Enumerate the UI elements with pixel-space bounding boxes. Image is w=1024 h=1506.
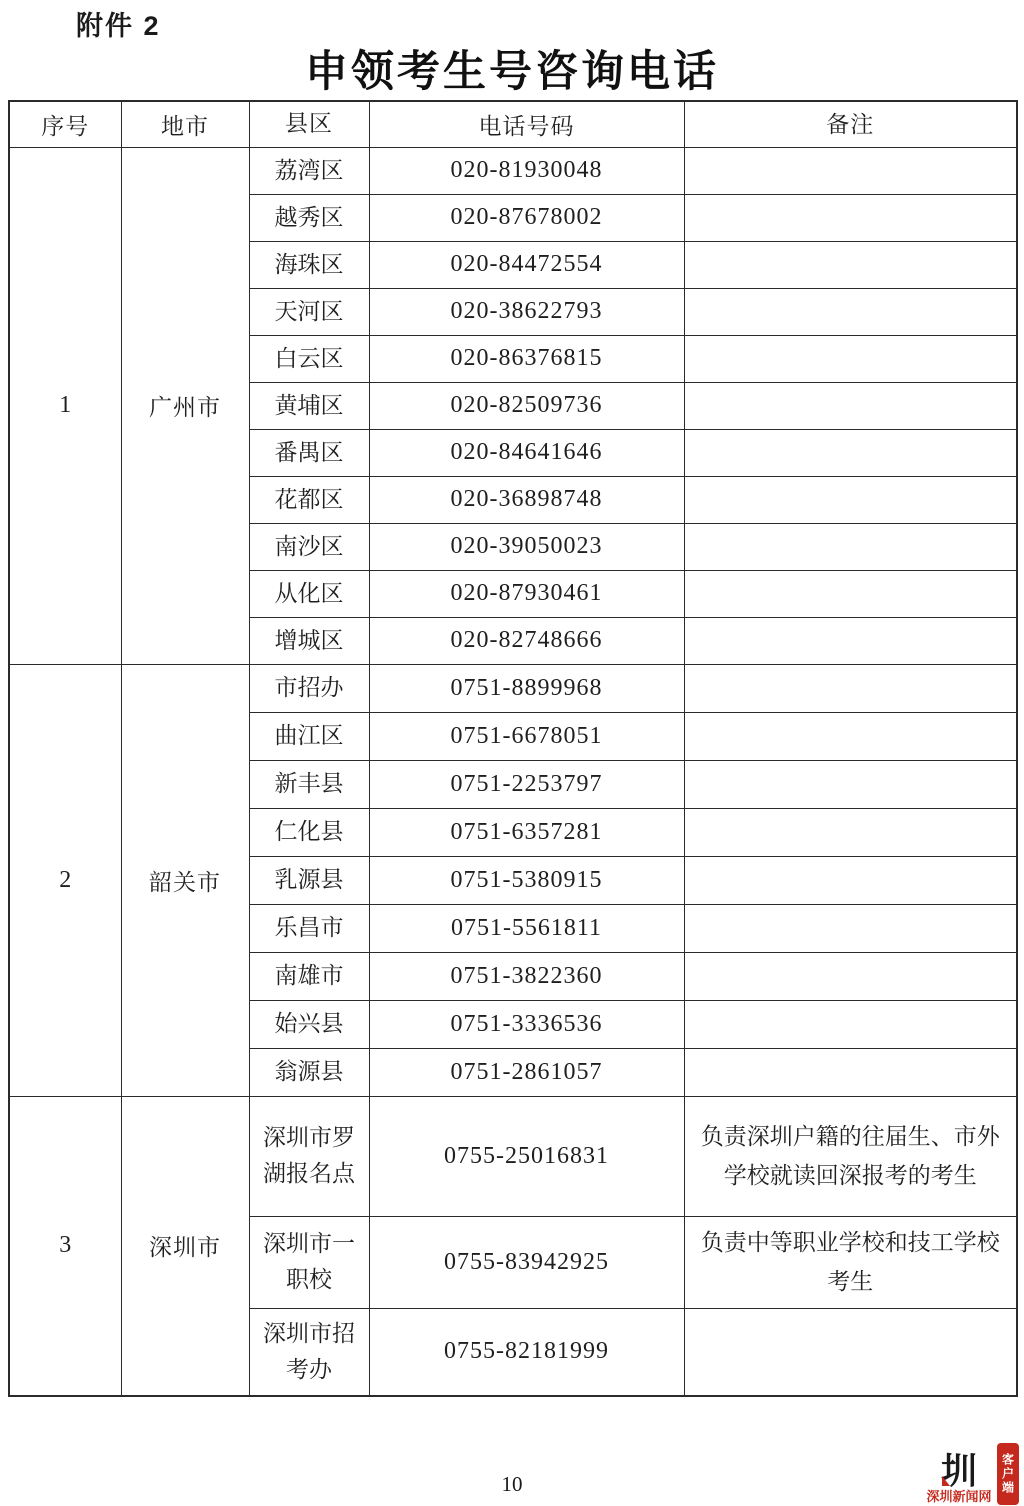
table-row xyxy=(9,664,1017,712)
phone-cell: 0751-2253797 xyxy=(369,760,684,808)
phone-cell: 0751-8899968 xyxy=(369,664,684,712)
remark-cell xyxy=(684,335,1017,382)
phone-cell: 020-36898748 xyxy=(369,476,684,523)
header-city: 地市 xyxy=(121,101,249,147)
phone-cell: 0751-2861057 xyxy=(369,1048,684,1096)
district-cell: 白云区 xyxy=(249,335,369,382)
district-cell: 仁化县 xyxy=(249,808,369,856)
city-cell: 韶关市 xyxy=(121,664,249,1096)
remark-cell xyxy=(684,1308,1017,1396)
remark-cell xyxy=(684,856,1017,904)
district-cell: 南沙区 xyxy=(249,523,369,570)
phone-cell: 020-81930048 xyxy=(369,147,684,194)
phone-cell: 0755-82181999 xyxy=(369,1308,684,1396)
header-district: 县区 xyxy=(249,101,369,147)
remark-cell xyxy=(684,808,1017,856)
remark-cell xyxy=(684,712,1017,760)
phone-cell: 020-82509736 xyxy=(369,382,684,429)
phone-cell: 020-87678002 xyxy=(369,194,684,241)
remark-cell xyxy=(684,664,1017,712)
district-cell: 番禺区 xyxy=(249,429,369,476)
phone-cell: 0751-5561811 xyxy=(369,904,684,952)
phone-cell: 0751-3822360 xyxy=(369,952,684,1000)
remark-cell xyxy=(684,570,1017,617)
remark-cell xyxy=(684,523,1017,570)
serial-cell: 2 xyxy=(9,664,121,1096)
serial-cell: 1 xyxy=(9,147,121,664)
phone-cell: 0751-3336536 xyxy=(369,1000,684,1048)
header-serial: 序号 xyxy=(9,101,121,147)
remark-cell xyxy=(684,147,1017,194)
remark-cell xyxy=(684,1048,1017,1096)
remark-cell: 负责中等职业学校和技工学校考生 xyxy=(684,1216,1017,1308)
sznews-logo-main xyxy=(924,1443,994,1505)
district-cell: 增城区 xyxy=(249,617,369,664)
district-cell: 天河区 xyxy=(249,288,369,335)
sznews-site-name: 深圳新闻网 xyxy=(926,1489,992,1505)
header-phone: 电话号码 xyxy=(369,101,684,147)
phone-cell: 020-82748666 xyxy=(369,617,684,664)
remark-cell xyxy=(684,760,1017,808)
district-cell: 南雄市 xyxy=(249,952,369,1000)
remark-cell xyxy=(684,476,1017,523)
remark-cell xyxy=(684,904,1017,952)
district-cell: 乳源县 xyxy=(249,856,369,904)
attachment-label: 附件 2 xyxy=(76,11,161,41)
city-cell: 广州市 xyxy=(121,147,249,664)
phone-cell: 0755-25016831 xyxy=(369,1096,684,1216)
district-cell: 新丰县 xyxy=(249,760,369,808)
district-cell: 黄埔区 xyxy=(249,382,369,429)
district-cell: 曲江区 xyxy=(249,712,369,760)
phone-cell: 020-38622793 xyxy=(369,288,684,335)
phone-cell: 0751-5380915 xyxy=(369,856,684,904)
district-cell: 始兴县 xyxy=(249,1000,369,1048)
district-cell: 市招办 xyxy=(249,664,369,712)
district-cell: 海珠区 xyxy=(249,241,369,288)
remark-cell xyxy=(684,241,1017,288)
remark-cell xyxy=(684,617,1017,664)
phone-cell: 020-87930461 xyxy=(369,570,684,617)
table-row xyxy=(9,147,1017,194)
phone-cell: 020-84472554 xyxy=(369,241,684,288)
city-cell: 深圳市 xyxy=(121,1096,249,1396)
district-cell: 深圳市罗湖报名点 xyxy=(249,1096,369,1216)
district-cell: 乐昌市 xyxy=(249,904,369,952)
district-cell: 越秀区 xyxy=(249,194,369,241)
remark-cell xyxy=(684,288,1017,335)
sznews-watermark xyxy=(924,1443,1020,1505)
table-body xyxy=(9,147,1017,1396)
table-row xyxy=(9,1096,1017,1216)
district-cell: 花都区 xyxy=(249,476,369,523)
phone-cell: 0751-6357281 xyxy=(369,808,684,856)
serial-cell: 3 xyxy=(9,1096,121,1396)
sznews-client-badge: 客户端 xyxy=(997,1443,1019,1505)
remark-cell xyxy=(684,952,1017,1000)
sznews-logo-icon: 圳 xyxy=(940,1450,977,1492)
remark-cell xyxy=(684,382,1017,429)
remark-cell: 负责深圳户籍的往届生、市外学校就读回深报考的考生 xyxy=(684,1096,1017,1216)
page-title: 申领考生号咨询电话 xyxy=(305,48,719,96)
remark-cell xyxy=(684,1000,1017,1048)
phone-cell: 020-84641646 xyxy=(369,429,684,476)
page-number: 10 xyxy=(501,1472,523,1496)
phone-table xyxy=(8,100,1018,1397)
table-header-row xyxy=(9,101,1017,147)
phone-cell: 020-86376815 xyxy=(369,335,684,382)
district-cell: 深圳市招考办 xyxy=(249,1308,369,1396)
phone-cell: 020-39050023 xyxy=(369,523,684,570)
phone-cell: 0751-6678051 xyxy=(369,712,684,760)
district-cell: 荔湾区 xyxy=(249,147,369,194)
phone-cell: 0755-83942925 xyxy=(369,1216,684,1308)
district-cell: 翁源县 xyxy=(249,1048,369,1096)
district-cell: 深圳市一职校 xyxy=(249,1216,369,1308)
remark-cell xyxy=(684,194,1017,241)
district-cell: 从化区 xyxy=(249,570,369,617)
header-remark: 备注 xyxy=(684,101,1017,147)
remark-cell xyxy=(684,429,1017,476)
